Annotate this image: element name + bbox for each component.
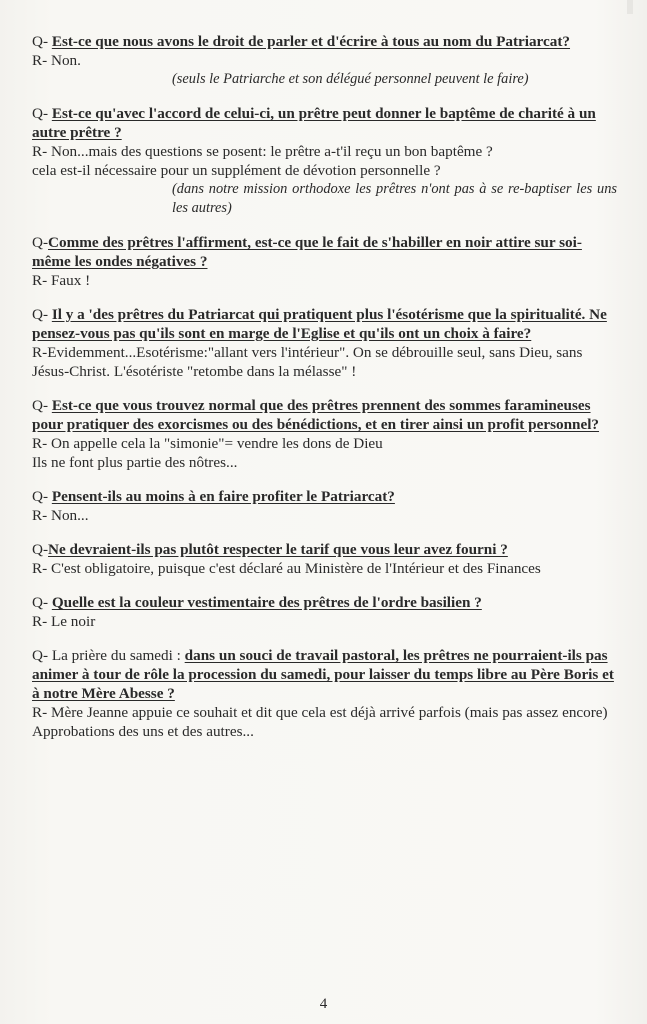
answer-line: Approbations des uns et des autres... bbox=[32, 723, 254, 740]
answer-line: Ils ne font plus partie des nôtres... bbox=[32, 454, 238, 471]
question: Q- La prière du samedi : dans un souci de travail pastoral, les prêtres ne pourraient-ils pas animer à tour de rôle la procession du samedi, pour laisser du temps libre au Père Boris et à notre Mère Abesse ? bbox=[32, 647, 614, 702]
qa-item bbox=[32, 32, 617, 89]
qa-item bbox=[32, 487, 617, 525]
question: Q- Est-ce que nous avons le droit de parler et d'écrire à tous au nom du Patriarcat? bbox=[32, 33, 571, 50]
answer-line: R- Le noir bbox=[32, 613, 96, 630]
question: Q-Ne devraient-ils pas plutôt respecter le tarif que vous leur avez fourni ? bbox=[32, 541, 508, 558]
page-number: 4 bbox=[319, 996, 328, 1012]
qa-item bbox=[32, 305, 617, 381]
answer-line: R- On appelle cela la "simonie"= vendre les dons de Dieu bbox=[32, 435, 383, 452]
question: Q- Est-ce que vous trouvez normal que des prêtres prennent des sommes faramineuses pour pratiquer des exorcismes ou des bénédictions, et en tirer ainsi un profit personnel? bbox=[32, 397, 600, 433]
question: Q- Il y a 'des prêtres du Patriarcat qui pratiquent plus l'ésotérisme que la spiritualité. Ne pensez-vous pas qu'ils sont en marge de l'Eglise et qu'ils ont un choix à faire? bbox=[32, 306, 607, 342]
qa-list bbox=[32, 32, 617, 756]
question: Q-Comme des prêtres l'affirment, est-ce que le fait de s'habiller en noir attire sur soi-même les ondes négatives ? bbox=[32, 234, 582, 270]
qa-item bbox=[32, 233, 617, 290]
paper-edge bbox=[627, 0, 633, 14]
answer-line: R- Faux ! bbox=[32, 272, 91, 289]
answer-line: R- Non...mais des questions se posent: le prêtre a-t'il reçu un bon baptême ? bbox=[32, 143, 493, 160]
question: Q- Quelle est la couleur vestimentaire des prêtres de l'ordre basilien ? bbox=[32, 594, 482, 611]
note: (dans notre mission orthodoxe les prêtres n'ont pas à se re-baptiser les uns les autres) bbox=[172, 181, 617, 216]
note: (seuls le Patriarche et son délégué personnel peuvent le faire) bbox=[172, 71, 529, 87]
question: Q- Est-ce qu'avec l'accord de celui-ci, un prêtre peut donner le baptême de charité à un autre prêtre ? bbox=[32, 105, 596, 141]
answer-line: R- Non. bbox=[32, 52, 81, 69]
answer-line: R-Evidemment...Esotérisme:"allant vers l'intérieur". On se débrouille seul, sans Dieu, sans Jésus-Christ. L'ésotériste "retombe dans la mélasse" ! bbox=[32, 344, 583, 380]
answer-line: R- C'est obligatoire, puisque c'est déclaré au Ministère de l'Intérieur et des Finances bbox=[32, 560, 541, 577]
qa-item bbox=[32, 540, 617, 578]
qa-item bbox=[32, 104, 617, 218]
answer-line: cela est-il nécessaire pour un supplément de dévotion personnelle ? bbox=[32, 162, 441, 179]
answer-line: R- Non... bbox=[32, 507, 89, 524]
qa-item bbox=[32, 396, 617, 472]
question: Q- Pensent-ils au moins à en faire profiter le Patriarcat? bbox=[32, 488, 395, 505]
answer-line: R- Mère Jeanne appuie ce souhait et dit que cela est déjà arrivé parfois (mais pas assez encore) bbox=[32, 704, 608, 721]
qa-item bbox=[32, 593, 617, 631]
qa-item bbox=[32, 646, 617, 741]
